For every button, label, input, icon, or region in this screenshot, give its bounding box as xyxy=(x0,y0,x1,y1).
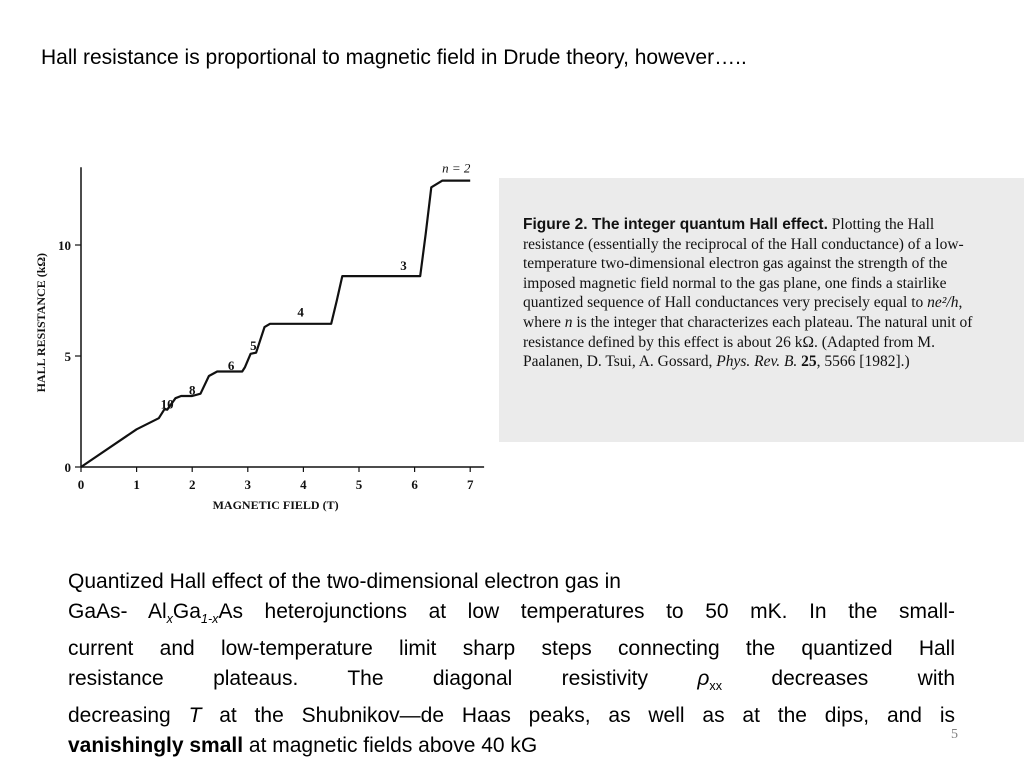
plateau-label-1: 3 xyxy=(400,257,407,273)
body-line-2-a: GaAs- Al xyxy=(68,600,167,623)
rho-symbol: ρ xyxy=(697,667,710,691)
body-line-5-b: at the Shubnikov—de Haas peaks, as well as at the dips, and is xyxy=(201,704,955,728)
body-line-5 xyxy=(68,701,955,731)
vanishingly-small-bold: vanishingly small xyxy=(68,734,244,758)
caption-journal: Phys. Rev. B. xyxy=(716,353,798,371)
plateau-label-4: 6 xyxy=(227,357,235,373)
body-line-6 xyxy=(68,731,955,761)
body-paragraph xyxy=(68,567,955,761)
caption-formula: ne²/h xyxy=(927,294,959,312)
page-number: 5 xyxy=(951,727,958,742)
x-tick-label-1: 1 xyxy=(133,477,140,492)
temperature-symbol: T xyxy=(188,704,202,728)
y-tick-label-0: 0 xyxy=(64,460,71,475)
x-tick-label-3: 3 xyxy=(244,477,252,492)
body-line-2-sub: 1-x xyxy=(200,612,219,627)
caption-volume: 25 xyxy=(801,353,817,371)
plateau-label-5: 8 xyxy=(188,382,196,398)
x-axis-label: MAGNETIC FIELD (T) xyxy=(212,498,339,512)
x-tick-label-0: 0 xyxy=(77,477,85,492)
body-line-4-b: decreases with xyxy=(722,667,956,691)
x-tick-label-6: 6 xyxy=(411,477,418,492)
body-line-2 xyxy=(68,597,955,634)
x-tick-label-5: 5 xyxy=(355,477,363,492)
x-tick-label-7: 7 xyxy=(466,477,474,492)
body-line-2-x: x xyxy=(166,612,173,627)
figure-caption xyxy=(523,215,988,372)
caption-text-4: , 5566 [1982].) xyxy=(816,353,910,371)
y-tick-label-1: 5 xyxy=(64,349,71,364)
body-line-1: Quantized Hall effect of the two-dimensional electron gas in xyxy=(68,570,621,593)
caption-text-1: Plotting the Hall resistance (essentially the reciprocal of the Hall conductance) of a low-temperature two-dimensional electron gas against the strength of the imposed magnetic field normal to the gas plane, one finds a stairlike quantized sequence of Hall conductances very precisely equal to xyxy=(523,216,964,312)
body-line-4-a: resistance plateaus. The diagonal resistivity xyxy=(68,667,698,691)
chart-svg xyxy=(28,150,508,530)
x-tick-label-4: 4 xyxy=(300,477,307,492)
x-tick-label-2: 2 xyxy=(188,477,196,492)
body-line-6-rest: at magnetic fields above 40 kG xyxy=(243,734,538,758)
slide-headline: Hall resistance is proportional to magnetic field in Drude theory, however….. xyxy=(41,46,747,69)
y-tick-label-2: 10 xyxy=(58,238,71,253)
body-line-2-c: As heterojunctions at low temperatures to 50 mK. In the small- xyxy=(218,600,955,623)
caption-text-2: , where xyxy=(523,294,963,331)
plateau-label-3: 5 xyxy=(250,337,257,353)
caption-n-variable: n xyxy=(564,313,573,331)
figure-caption-panel xyxy=(499,178,1024,442)
series-line-0 xyxy=(81,181,470,467)
caption-text-3: is the integer that characterizes each plateau. The natural unit of resistance defined by this effect is about 26 kΩ. (Adapted from M. Paalanen, D. Tsui, A. Gossard, xyxy=(523,313,973,371)
y-axis-label: HALL RESISTANCE (kΩ) xyxy=(34,252,48,393)
body-line-5-a: decreasing xyxy=(68,704,189,728)
body-line-3: current and low-temperature limit sharp steps connecting the quantized Hall xyxy=(68,637,955,661)
plateau-label-2: 4 xyxy=(297,304,304,320)
caption-heading: Figure 2. The integer quantum Hall effect. xyxy=(523,216,828,233)
plateau-label-6: 10 xyxy=(160,396,174,412)
hall-resistance-chart xyxy=(28,150,508,530)
rho-subscript: xx xyxy=(709,679,723,694)
body-line-2-b: Ga xyxy=(172,600,201,623)
plateau-label-0: n = 2 xyxy=(442,160,471,176)
body-line-4 xyxy=(68,664,955,701)
